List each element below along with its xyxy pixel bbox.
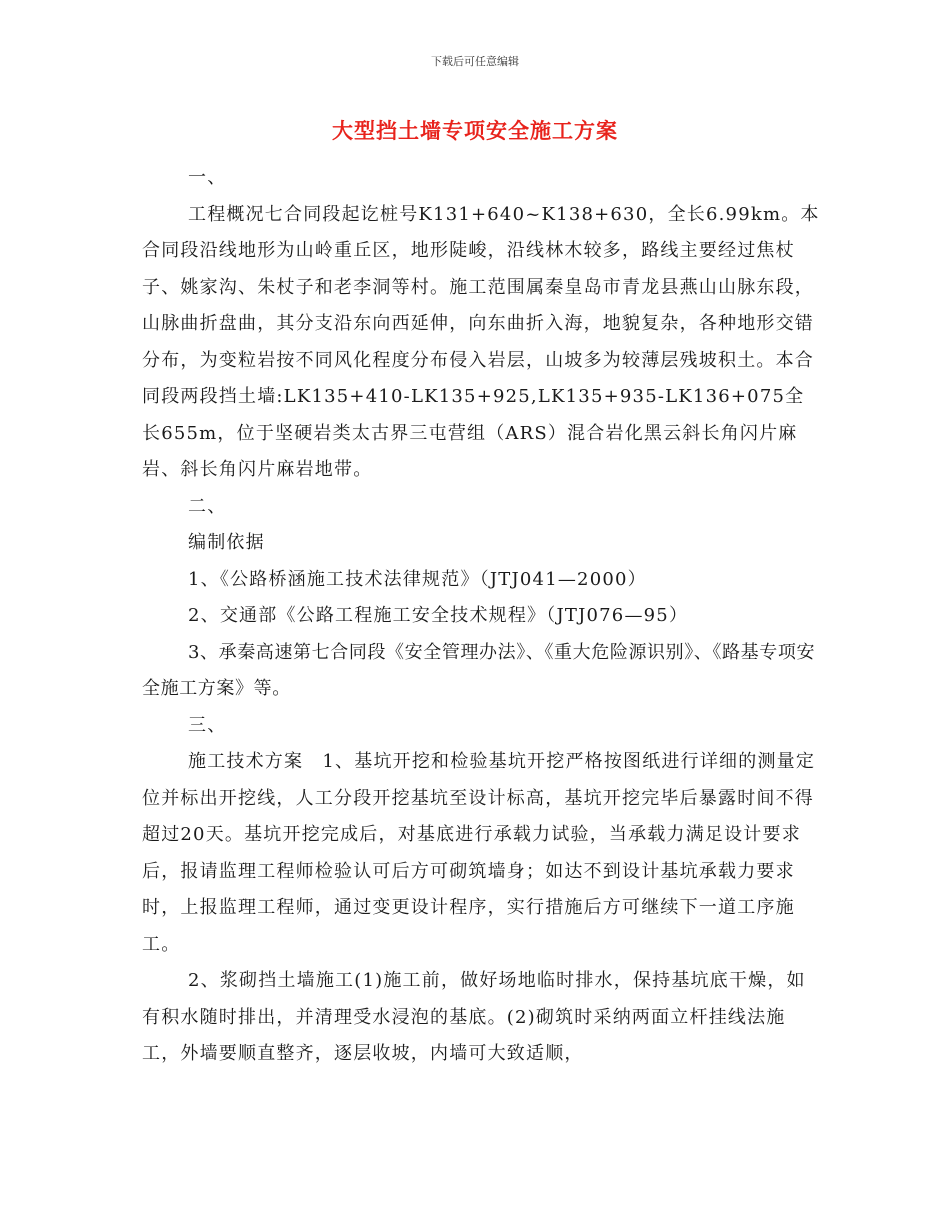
section-number-3: 三、 xyxy=(188,714,227,736)
document-body xyxy=(142,160,822,1073)
masonry-wall-paragraph: 2、浆砌挡土墙施工(1)施工前，做好场地临时排水，保持基坑底干燥，如有积水随时排出，并清理受水浸泡的基底。(2)砌筑时采纳两面立杆挂线法施工，外墙要顺直整齐，逐层收坡，内墙可大致适顺， xyxy=(142,970,806,1064)
section-number-2: 二、 xyxy=(188,495,227,517)
basis-item-1: 1、《公路桥涵施工技术法律规范》（JTJ041—2000） xyxy=(188,568,647,590)
section-number-1: 一、 xyxy=(188,167,227,188)
document-title: 大型挡土墙专项安全施工方案 xyxy=(332,119,618,143)
technical-plan-paragraph: 施工技术方案 1、基坑开挖和检验基坑开挖严格按图纸进行详细的测量定位并标出开挖线，人工分段开挖基坑至设计标高，基坑开挖完毕后暴露时间不得超过20天。基坑开挖完成后，对基底进行承载力试验，当承载力满足设计要求后，报请监理工程师检验认可后方可砌筑墙身；如达不到设计基坑承载力要求时，上报监理工程师，通过变更设计程序，实行措施后方可继续下一道工序施工。 xyxy=(142,751,816,955)
header-note: 下载后可任意编辑 xyxy=(431,55,519,68)
basis-item-3: 3、承秦高速第七合同段《安全管理办法》、《重大危险源识别》、《路基专项安全施工方案》等。 xyxy=(142,641,816,699)
project-overview-paragraph: 工程概况七合同段起讫桩号K131+640~K138+630，全长6.99km。本合同段沿线地形为山岭重丘区，地形陡峻，沿线林木较多，路线主要经过焦杖子、姚家沟、朱杖子和老李洞等村。施工范围属秦皇岛市青龙县燕山山脉东段，山脉曲折盘曲，其分支沿东向西延伸，向东曲折入海，地貌复杂，各种地形交错分布，为变粒岩按不同风化程度分布侵入岩层，山坡多为较薄层残坡积土。本合同段两段挡土墙:LK135+410-LK135+925,LK135+935-LK136+075全长655m，位于坚硬岩类太古界三屯营组（ARS）混合岩化黑云斜长角闪片麻岩、斜长角闪片麻岩地带。 xyxy=(142,203,820,480)
basis-heading: 编制依据 xyxy=(188,532,265,553)
basis-item-2: 2、交通部《公路工程施工安全技术规程》（JTJ076—95） xyxy=(188,605,689,626)
